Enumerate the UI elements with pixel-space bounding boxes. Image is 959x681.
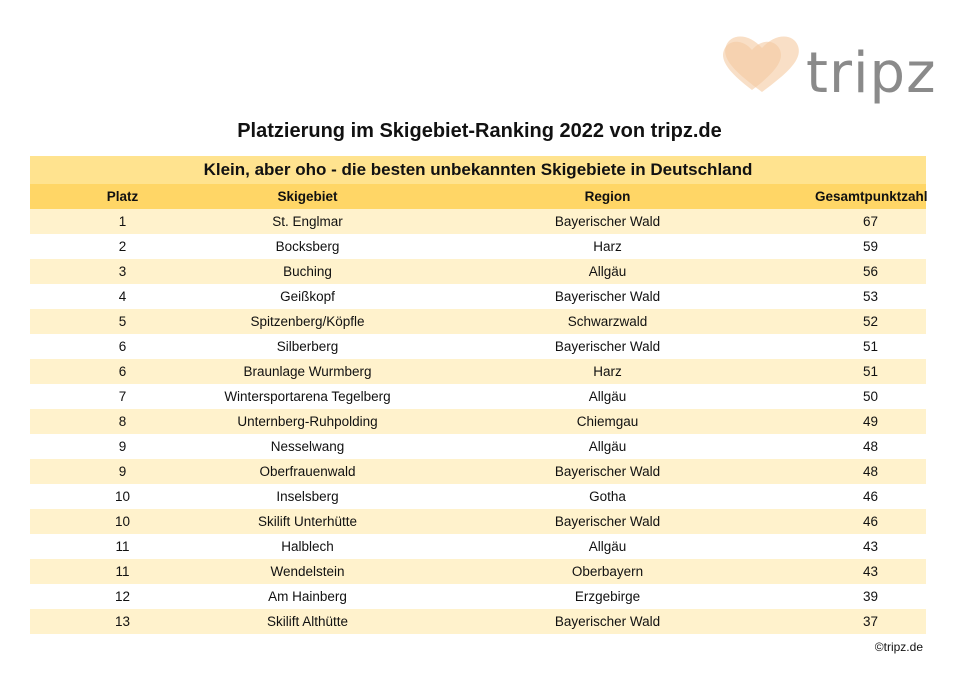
cell-region: Gotha: [589, 489, 626, 504]
cell-region: Bayerischer Wald: [554, 614, 661, 629]
cell-platz: 13: [114, 614, 131, 629]
table-row: [30, 509, 926, 534]
cell-platz: 8: [118, 414, 127, 429]
cell-region: Bayerischer Wald: [554, 214, 661, 229]
cell-platz: 12: [114, 589, 131, 604]
cell-skigebiet: Braunlage Wurmberg: [243, 364, 372, 379]
cell-platz: 4: [118, 289, 127, 304]
ranking-table: [30, 156, 926, 634]
cell-skigebiet: Am Hainberg: [268, 589, 347, 604]
cell-gesamtpunktzahl: 56: [862, 264, 879, 279]
cell-skigebiet: Spitzenberg/Köpfle: [250, 314, 365, 329]
cell-platz: 6: [118, 339, 127, 354]
cell-platz: 7: [118, 389, 127, 404]
column-header-platz: Platz: [106, 189, 139, 204]
cell-region: Bayerischer Wald: [554, 464, 661, 479]
cell-skigebiet: Bocksberg: [275, 239, 340, 254]
cell-platz: 2: [118, 239, 127, 254]
cell-gesamtpunktzahl: 39: [862, 589, 879, 604]
cell-platz: 1: [118, 214, 127, 229]
cell-gesamtpunktzahl: 51: [862, 339, 879, 354]
cell-skigebiet: Halblech: [281, 539, 334, 554]
table-row: [30, 559, 926, 584]
table-row: [30, 459, 926, 484]
column-header-skigebiet: Skigebiet: [277, 189, 338, 204]
cell-platz: 10: [114, 514, 131, 529]
table-row: [30, 259, 926, 284]
cell-skigebiet: Silberberg: [276, 339, 339, 354]
cell-platz: 3: [118, 264, 127, 279]
cell-skigebiet: Unternberg-Ruhpolding: [237, 414, 378, 429]
cell-skigebiet: Oberfrauenwald: [259, 464, 356, 479]
table-subtitle: Klein, aber oho - die besten unbekannten Skigebiete in Deutschland: [30, 156, 926, 184]
cell-gesamtpunktzahl: 46: [862, 489, 879, 504]
table-row: [30, 584, 926, 609]
cell-platz: 5: [118, 314, 127, 329]
cell-gesamtpunktzahl: 52: [862, 314, 879, 329]
cell-region: Harz: [593, 239, 622, 254]
cell-region: Bayerischer Wald: [554, 514, 661, 529]
copyright-note: ©tripz.de: [874, 640, 923, 654]
logo-text: tripz: [806, 41, 937, 106]
column-header-gesamtpunktzahl: Gesamtpunktzahl: [815, 189, 928, 204]
table-row: [30, 409, 926, 434]
column-header-region: Region: [584, 189, 631, 204]
cell-region: Allgäu: [588, 439, 627, 454]
heart-icon: [722, 30, 802, 100]
page-title: Platzierung im Skigebiet-Ranking 2022 von tripz.de: [237, 120, 722, 142]
cell-region: Allgäu: [588, 389, 627, 404]
cell-gesamtpunktzahl: 48: [862, 464, 879, 479]
tripz-logo: [722, 30, 937, 110]
cell-gesamtpunktzahl: 43: [862, 539, 879, 554]
cell-region: Bayerischer Wald: [554, 289, 661, 304]
table-row: [30, 284, 926, 309]
table-header-row: [30, 184, 926, 209]
table-row: [30, 434, 926, 459]
cell-skigebiet: Nesselwang: [270, 439, 345, 454]
cell-gesamtpunktzahl: 50: [862, 389, 879, 404]
table-row: [30, 334, 926, 359]
cell-gesamtpunktzahl: 43: [862, 564, 879, 579]
cell-gesamtpunktzahl: 53: [862, 289, 879, 304]
cell-gesamtpunktzahl: 59: [862, 239, 879, 254]
cell-platz: 10: [114, 489, 131, 504]
cell-region: Schwarzwald: [567, 314, 648, 329]
cell-skigebiet: Inselsberg: [276, 489, 339, 504]
cell-skigebiet: Skilift Althütte: [266, 614, 349, 629]
cell-skigebiet: Skilift Unterhütte: [257, 514, 358, 529]
table-row: [30, 534, 926, 559]
cell-gesamtpunktzahl: 46: [862, 514, 879, 529]
cell-platz: 11: [115, 564, 130, 579]
cell-region: Bayerischer Wald: [554, 339, 661, 354]
cell-platz: 11: [115, 539, 130, 554]
table-row: [30, 484, 926, 509]
table-row: [30, 209, 926, 234]
cell-gesamtpunktzahl: 48: [862, 439, 879, 454]
cell-skigebiet: Wendelstein: [270, 564, 345, 579]
cell-skigebiet: Wintersportarena Tegelberg: [224, 389, 391, 404]
cell-skigebiet: Geißkopf: [280, 289, 335, 304]
table-row: [30, 309, 926, 334]
cell-platz: 9: [118, 464, 127, 479]
cell-region: Allgäu: [588, 264, 627, 279]
table-row: [30, 234, 926, 259]
cell-gesamtpunktzahl: 51: [862, 364, 879, 379]
table-row: [30, 359, 926, 384]
table-row: [30, 384, 926, 409]
table-body: [30, 209, 926, 634]
cell-gesamtpunktzahl: 37: [862, 614, 879, 629]
cell-platz: 6: [118, 364, 127, 379]
table-row: [30, 609, 926, 634]
cell-platz: 9: [118, 439, 127, 454]
cell-region: Harz: [593, 364, 622, 379]
cell-gesamtpunktzahl: 49: [862, 414, 879, 429]
cell-skigebiet: Buching: [283, 264, 332, 279]
cell-region: Oberbayern: [571, 564, 644, 579]
cell-region: Chiemgau: [576, 414, 639, 429]
cell-skigebiet: St. Englmar: [272, 214, 343, 229]
cell-gesamtpunktzahl: 67: [862, 214, 879, 229]
cell-region: Allgäu: [588, 539, 627, 554]
cell-region: Erzgebirge: [574, 589, 641, 604]
